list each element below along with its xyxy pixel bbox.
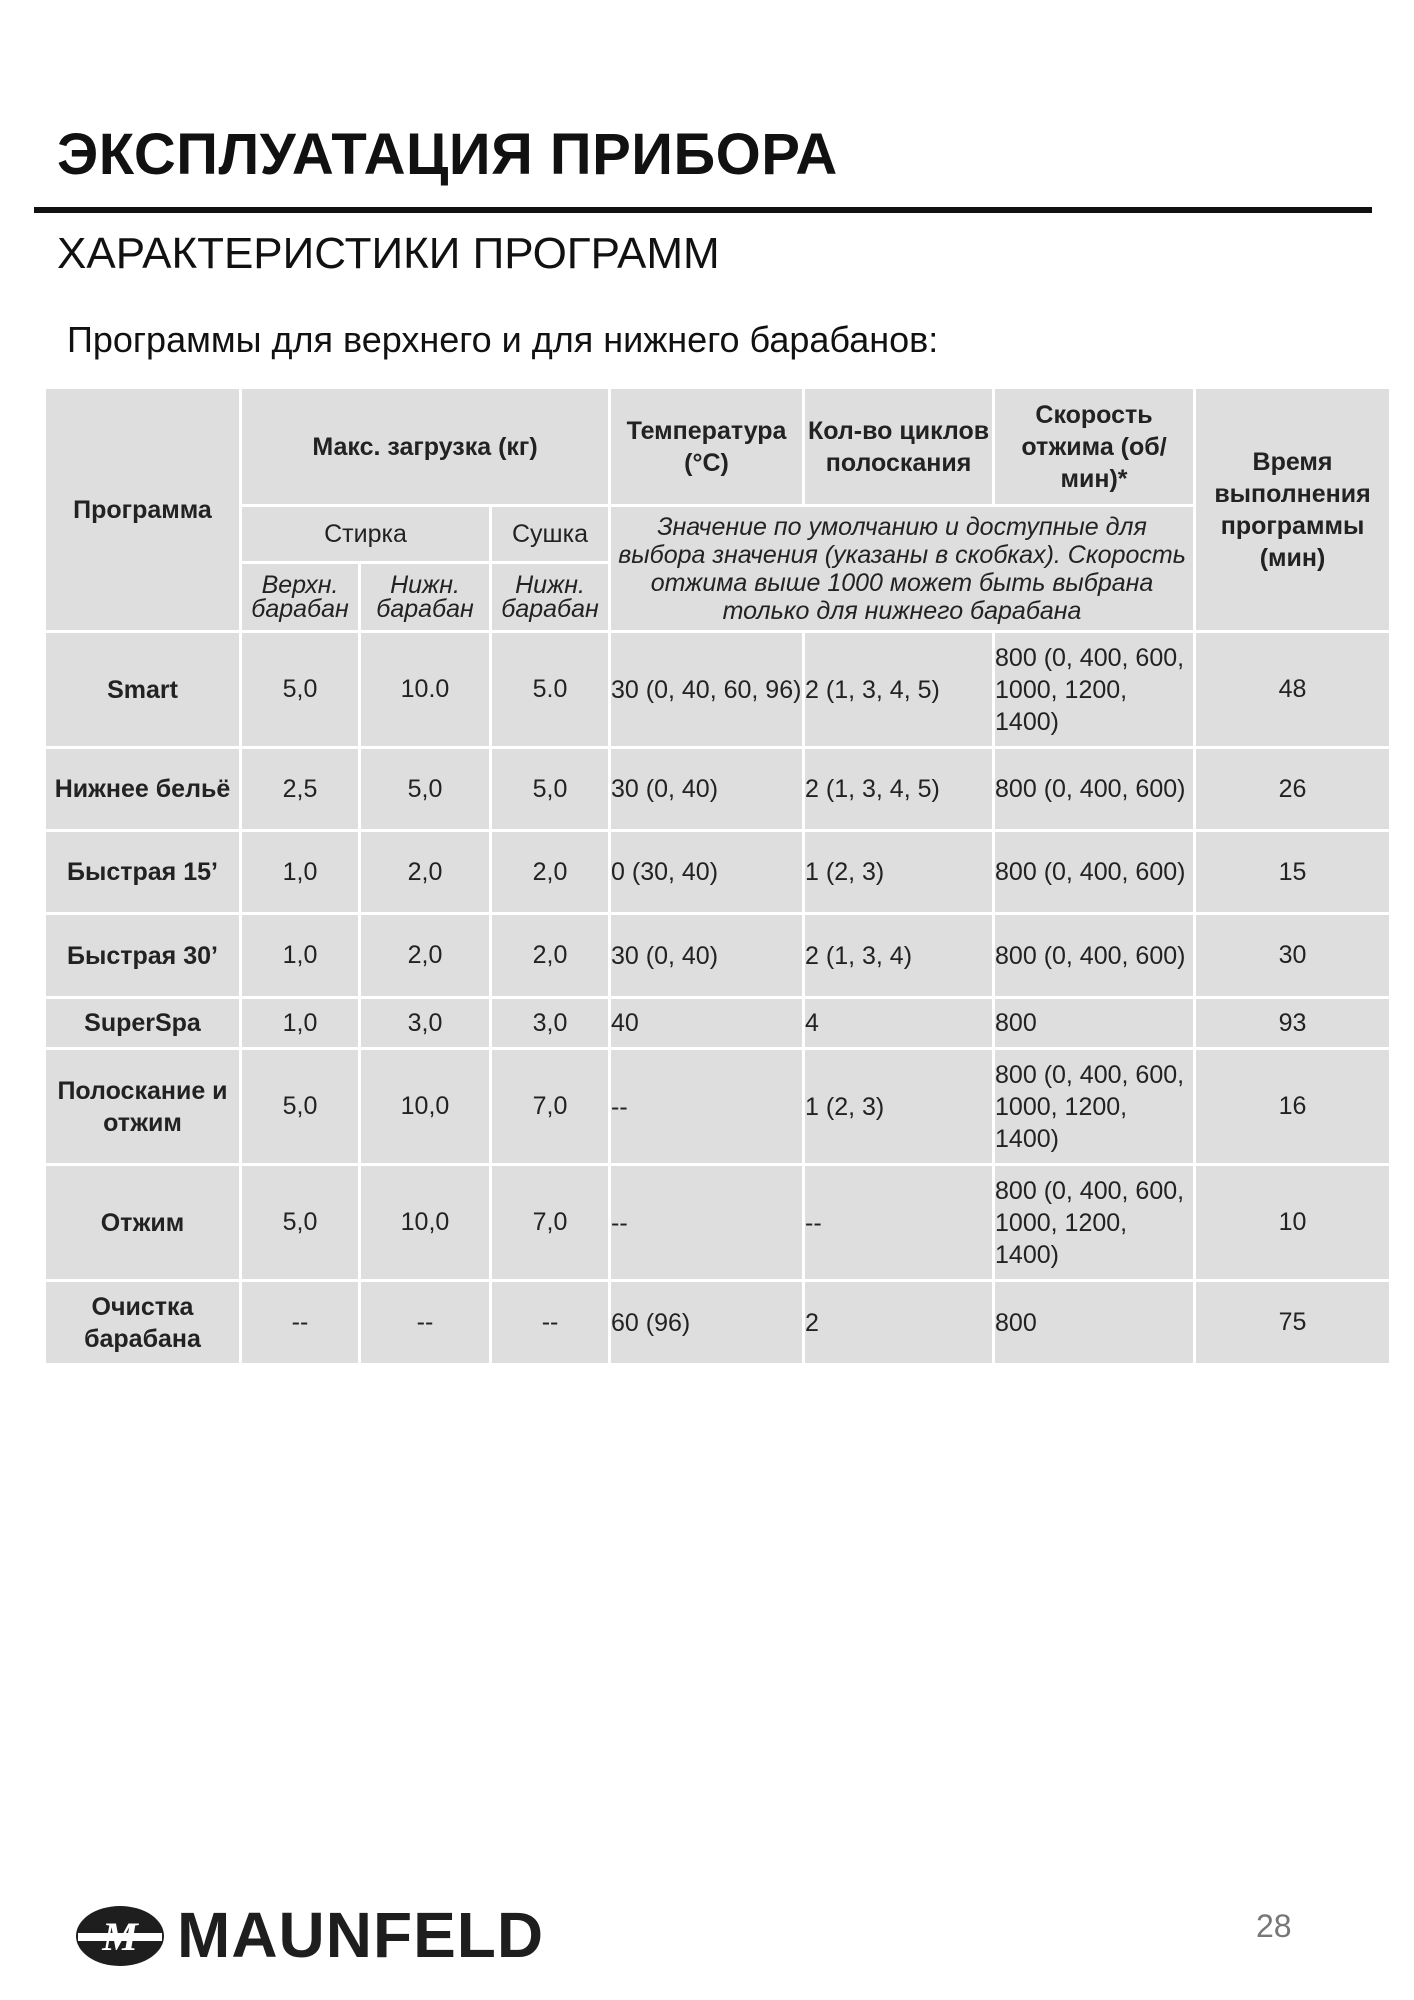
table-row [46,1282,1389,1363]
lower-drum-load: 2,0 [361,915,489,996]
table-row [46,915,1389,996]
table-row [46,999,1389,1047]
spin-value: 800 (0, 400, 600) [995,915,1193,996]
rinse-value: 2 (1, 3, 4, 5) [805,749,992,829]
spin-value: 800 (0, 400, 600, 1000, 1200, 1400) [995,633,1193,746]
header-upper-drum: Верхн. барабан [242,564,358,630]
temperature-value: -- [611,1050,802,1163]
upper-drum-load: 1,0 [242,915,358,996]
time-value: 75 [1196,1282,1389,1363]
header-lower-drum-wash: Нижн. барабан [361,564,489,630]
spin-value: 800 (0, 400, 600) [995,832,1193,912]
dry-load: 2,0 [492,832,608,912]
program-name: Отжим [46,1166,239,1279]
spin-value: 800 (0, 400, 600) [995,749,1193,829]
intro-text: Программы для верхнего и для нижнего барабанов: [67,319,939,360]
table-row [46,1050,1389,1163]
upper-drum-load: 2,5 [242,749,358,829]
program-name: Быстрая 30’ [46,915,239,996]
dry-load: -- [492,1282,608,1363]
program-name: Очистка барабана [46,1282,239,1363]
upper-drum-load: 1,0 [242,999,358,1047]
temperature-value: 30 (0, 40) [611,915,802,996]
program-name: Быстрая 15’ [46,832,239,912]
dry-load: 7,0 [492,1166,608,1279]
temperature-value: -- [611,1166,802,1279]
page-title: ЭКСПЛУАТАЦИЯ ПРИБОРА [57,122,838,187]
header-wash: Стирка [242,507,489,561]
table-row [46,832,1389,912]
program-name: SuperSpa [46,999,239,1047]
lower-drum-load: 10.0 [361,633,489,746]
dry-load: 2,0 [492,915,608,996]
brand-name: MAUNFELD [177,1899,545,1971]
upper-drum-load: 5,0 [242,633,358,746]
brand-logo-icon [74,1903,166,1969]
temperature-value: 30 (0, 40) [611,749,802,829]
lower-drum-load: 2,0 [361,832,489,912]
brand-logo-mark: M [102,1914,138,1959]
header-dry: Сушка [492,507,608,561]
spin-value: 800 [995,1282,1193,1363]
header-program: Программа [46,389,239,630]
lower-drum-load: 3,0 [361,999,489,1047]
header-spin-speed: Скорость отжима (об/мин)* [995,389,1193,504]
lower-drum-load: 5,0 [361,749,489,829]
programs-table [43,386,1392,1366]
temperature-value: 40 [611,999,802,1047]
temperature-value: 30 (0, 40, 60, 96) [611,633,802,746]
brand-logo [74,1895,584,1975]
table-row [46,749,1389,829]
temperature-value: 60 (96) [611,1282,802,1363]
title-divider [34,207,1372,213]
dry-load: 5.0 [492,633,608,746]
rinse-value: 4 [805,999,992,1047]
rinse-value: 1 (2, 3) [805,832,992,912]
rinse-value: -- [805,1166,992,1279]
time-value: 10 [1196,1166,1389,1279]
header-max-load: Макс. загрузка (кг) [242,389,608,504]
upper-drum-load: 1,0 [242,832,358,912]
rinse-value: 2 (1, 3, 4, 5) [805,633,992,746]
time-value: 26 [1196,749,1389,829]
spin-value: 800 (0, 400, 600, 1000, 1200, 1400) [995,1050,1193,1163]
header-program-time: Время выполнения программы (мин) [1196,389,1389,630]
table-row [46,1166,1389,1279]
table-row [46,633,1389,746]
spin-value: 800 (0, 400, 600, 1000, 1200, 1400) [995,1166,1193,1279]
upper-drum-load: 5,0 [242,1166,358,1279]
upper-drum-load: 5,0 [242,1050,358,1163]
spin-value: 800 [995,999,1193,1047]
time-value: 16 [1196,1050,1389,1163]
program-name: Нижнее бельё [46,749,239,829]
time-value: 93 [1196,999,1389,1047]
rinse-value: 2 [805,1282,992,1363]
rinse-value: 1 (2, 3) [805,1050,992,1163]
lower-drum-load: 10,0 [361,1050,489,1163]
time-value: 15 [1196,832,1389,912]
page-number: 28 [1256,1908,1292,1944]
time-value: 48 [1196,633,1389,746]
program-name: Полоскание и отжим [46,1050,239,1163]
program-name: Smart [46,633,239,746]
lower-drum-load: 10,0 [361,1166,489,1279]
section-title: ХАРАКТЕРИСТИКИ ПРОГРАММ [57,229,720,278]
dry-load: 5,0 [492,749,608,829]
temperature-value: 0 (30, 40) [611,832,802,912]
dry-load: 3,0 [492,999,608,1047]
dry-load: 7,0 [492,1050,608,1163]
header-temperature: Температура (°C) [611,389,802,504]
rinse-value: 2 (1, 3, 4) [805,915,992,996]
time-value: 30 [1196,915,1389,996]
upper-drum-load: -- [242,1282,358,1363]
header-note: Значение по умолчанию и доступные для выбора значения (указаны в скобках). Скорость отжима выше 1000 может быть выбрана только для нижнего барабана [611,507,1193,630]
header-lower-drum-dry: Нижн. барабан [492,564,608,630]
header-rinse-cycles: Кол-во циклов полоскания [805,389,992,504]
lower-drum-load: -- [361,1282,489,1363]
